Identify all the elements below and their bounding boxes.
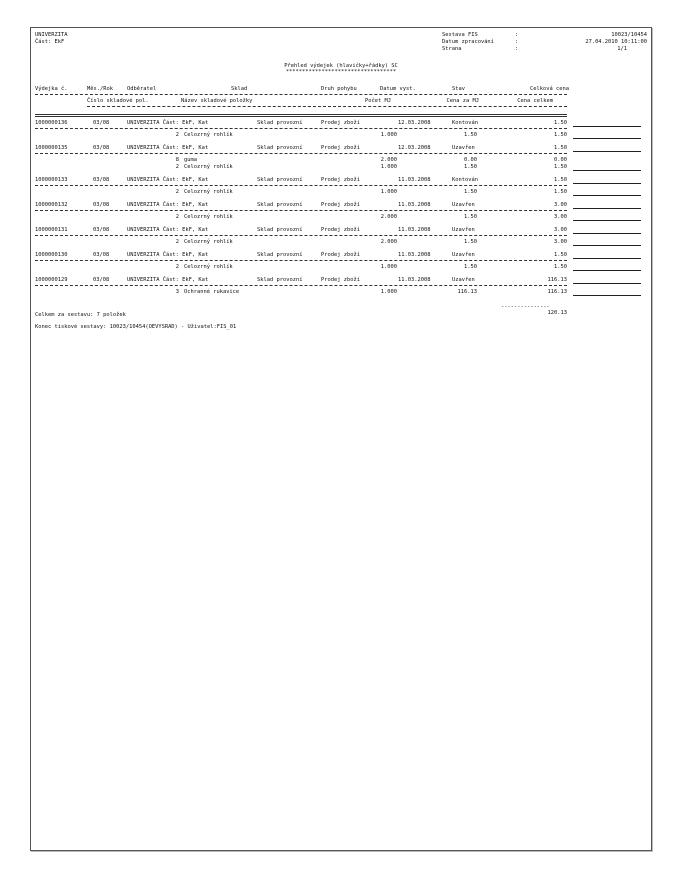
col-stav: Stav [452, 86, 465, 92]
signature-line [573, 126, 641, 127]
item-line-total: 0.00 [554, 157, 567, 163]
record-status: Uzavřen [452, 145, 475, 151]
processed-value: 27.04.2010 10:11:00 [585, 39, 647, 45]
record-total: 1.50 [554, 252, 567, 258]
item-number: 2 [175, 239, 179, 245]
signature-line [573, 233, 641, 234]
summary-line: Celkem za sestavu: 7 položek [35, 312, 126, 318]
record-status: Uzavřen [452, 202, 475, 208]
record-number: 1000000135 [35, 145, 68, 151]
record-warehouse: Sklad provozní [257, 227, 303, 233]
record-month-year: 03/08 [93, 145, 110, 151]
record-number: 1000000131 [35, 227, 68, 233]
item-number: 2 [175, 164, 179, 170]
record-issue-date: 11.03.2008 [398, 177, 431, 183]
col-sklad: Sklad [231, 86, 248, 92]
record-rule [35, 210, 567, 211]
record-rule [35, 260, 567, 261]
item-number: 2 [175, 132, 179, 138]
item-name: Celozrný rohlík [184, 264, 233, 270]
record-warehouse: Sklad provozní [257, 202, 303, 208]
item-quantity: 1.000 [380, 132, 397, 138]
item-quantity: 1.000 [380, 189, 397, 195]
item-line-total: 1.50 [554, 164, 567, 170]
record-movement-type: Prodej zboží [321, 252, 360, 258]
signature-line [573, 195, 641, 196]
item-unit-price: 1.50 [464, 132, 477, 138]
item-name: Celozrný rohlík [184, 189, 233, 195]
item-unit-price: 1.50 [464, 164, 477, 170]
item-name: Celozrný rohlík [184, 164, 233, 170]
record-movement-type: Prodej zboží [321, 227, 360, 233]
item-line-total: 3.00 [554, 214, 567, 220]
org-name: UNIVERZITA [35, 32, 68, 38]
item-number: 2 [175, 189, 179, 195]
col-nazev: Název skladové položky [181, 98, 253, 104]
colon: : [515, 46, 519, 52]
item-line-total: 1.50 [554, 189, 567, 195]
record-customer: UNIVERZITA Část: EkF, Kat [127, 145, 209, 151]
item-number: 3 [175, 289, 179, 295]
item-unit-price: 1.50 [464, 264, 477, 270]
record-warehouse: Sklad provozní [257, 145, 303, 151]
record-total: 1.50 [554, 145, 567, 151]
col-cislo: Číslo skladové pol. [87, 98, 149, 104]
item-number: 2 [175, 214, 179, 220]
record-customer: UNIVERZITA Část: EkF, Kat [127, 252, 209, 258]
signature-line [573, 208, 641, 209]
item-name: Celozrný rohlík [184, 132, 233, 138]
page-label: Strana [442, 46, 462, 52]
record-status: Uzavřen [452, 252, 475, 258]
record-rule [35, 235, 567, 236]
col-celkova-cena: Celková cena [530, 86, 569, 92]
record-status: Uzavřen [452, 277, 475, 283]
record-total: 1.50 [554, 120, 567, 126]
double-rule [35, 114, 567, 117]
record-status: Kontován [452, 177, 478, 183]
record-total: 3.00 [554, 202, 567, 208]
item-quantity: 2.000 [380, 239, 397, 245]
record-issue-date: 11.03.2008 [398, 252, 431, 258]
grand-total: 120.13 [547, 310, 567, 316]
record-month-year: 03/08 [93, 202, 110, 208]
record-warehouse: Sklad provozní [257, 120, 303, 126]
grand-total-dashes: --------------- [501, 304, 550, 310]
record-issue-date: 12.03.2008 [398, 120, 431, 126]
signature-line [573, 170, 641, 171]
record-movement-type: Prodej zboží [321, 145, 360, 151]
processed-label: Datum zpracování [442, 39, 494, 45]
record-movement-type: Prodej zboží [321, 120, 360, 126]
record-rule [35, 128, 567, 129]
item-unit-price: 0.00 [464, 157, 477, 163]
item-unit-price: 116.13 [457, 289, 477, 295]
record-number: 1000000129 [35, 277, 68, 283]
record-customer: UNIVERZITA Část: EkF, Kat [127, 177, 209, 183]
record-month-year: 03/08 [93, 227, 110, 233]
colon: : [515, 32, 519, 38]
col-mes-rok: Měs./Rok [87, 86, 113, 92]
col-vydejka: Výdejka č. [35, 86, 68, 92]
title-underline: ********************************** [285, 69, 397, 75]
item-name: guma [184, 157, 197, 163]
item-number: 8 [175, 157, 179, 163]
item-quantity: 2.000 [380, 157, 397, 163]
item-quantity: 1.000 [380, 264, 397, 270]
record-warehouse: Sklad provozní [257, 252, 303, 258]
signature-line [573, 283, 641, 284]
record-number: 1000000132 [35, 202, 68, 208]
item-line-total: 1.50 [554, 264, 567, 270]
record-warehouse: Sklad provozní [257, 177, 303, 183]
record-total: 116.13 [547, 277, 567, 283]
item-name: Celozrný rohlík [184, 239, 233, 245]
record-total: 3.00 [554, 227, 567, 233]
col-cena-celkem: Cena celkem [517, 98, 553, 104]
report-page [30, 27, 652, 851]
record-number: 1000000133 [35, 177, 68, 183]
record-issue-date: 12.03.2008 [398, 145, 431, 151]
signature-line [573, 258, 641, 259]
record-month-year: 03/08 [93, 277, 110, 283]
item-quantity: 1.000 [380, 289, 397, 295]
record-movement-type: Prodej zboží [321, 177, 360, 183]
record-movement-type: Prodej zboží [321, 202, 360, 208]
col-datum-vyst: Datum vyst. [380, 86, 416, 92]
item-unit-price: 1.50 [464, 214, 477, 220]
item-number: 2 [175, 264, 179, 270]
item-quantity: 2.000 [380, 214, 397, 220]
record-rule [35, 185, 567, 186]
page-value: 1/1 [617, 46, 627, 52]
record-customer: UNIVERZITA Část: EkF, Kat [127, 202, 209, 208]
col-druh-pohybu: Druh pohybu [321, 86, 357, 92]
record-number: 1000000130 [35, 252, 68, 258]
record-issue-date: 11.03.2008 [398, 227, 431, 233]
record-status: Kontován [452, 120, 478, 126]
report-title: Přehled výdejek (hlavičky+řádky) SC [284, 63, 398, 69]
record-customer: UNIVERZITA Část: EkF, Kat [127, 277, 209, 283]
org-part: Část: EkF [35, 39, 65, 45]
signature-line [573, 138, 641, 139]
col-odberatel: Odběratel [127, 86, 157, 92]
record-issue-date: 11.03.2008 [398, 202, 431, 208]
record-issue-date: 11.03.2008 [398, 277, 431, 283]
record-warehouse: Sklad provozní [257, 277, 303, 283]
record-month-year: 03/08 [93, 177, 110, 183]
record-rule [35, 285, 567, 286]
signature-line [573, 270, 641, 271]
record-total: 1.50 [554, 177, 567, 183]
report-label: Sestava FIS [442, 32, 478, 38]
record-movement-type: Prodej zboží [321, 277, 360, 283]
report-id: 10023/10454 [611, 32, 647, 38]
item-name: Ochranné rukavice [184, 289, 240, 295]
signature-line [573, 151, 641, 152]
colon: : [515, 39, 519, 45]
col-pocet: Počet MJ [365, 98, 391, 104]
record-number: 1000000136 [35, 120, 68, 126]
item-name: Celozrný rohlík [184, 214, 233, 220]
item-line-total: 3.00 [554, 239, 567, 245]
record-rule [35, 153, 567, 154]
signature-line [573, 220, 641, 221]
record-status: Uzavřen [452, 227, 475, 233]
footer-line: Konec tiskové sestavy: 10023/10454(OEVYSRAD) - Uživatel:FIS_01 [35, 324, 237, 330]
signature-line [573, 295, 641, 296]
signature-line [573, 183, 641, 184]
record-month-year: 03/08 [93, 252, 110, 258]
record-customer: UNIVERZITA Část: EkF, Kat [127, 227, 209, 233]
header-rule [35, 94, 567, 95]
signature-line [573, 245, 641, 246]
record-month-year: 03/08 [93, 120, 110, 126]
item-line-total: 1.50 [554, 132, 567, 138]
col-cena-mj: Cena za MJ [446, 98, 479, 104]
item-unit-price: 1.50 [464, 239, 477, 245]
record-customer: UNIVERZITA Část: EkF, Kat [127, 120, 209, 126]
header-rule-2 [87, 106, 567, 107]
item-quantity: 1.000 [380, 164, 397, 170]
item-line-total: 116.13 [547, 289, 567, 295]
item-unit-price: 1.50 [464, 189, 477, 195]
